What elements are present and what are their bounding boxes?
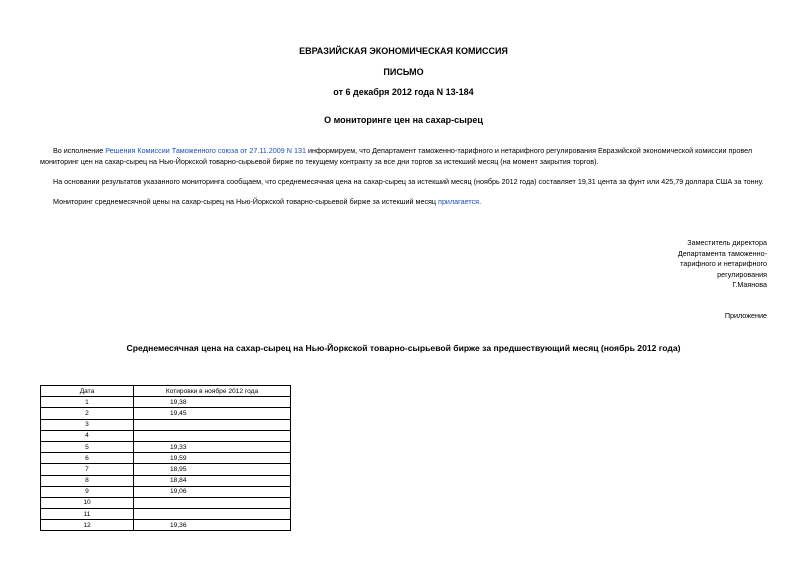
paragraph-3 <box>53 197 768 208</box>
cell-quote <box>134 497 291 508</box>
signature-line-2: Департамента таможенно- <box>677 248 767 258</box>
cell-date: 12 <box>41 520 134 531</box>
cell-quote <box>134 509 291 520</box>
document-type: ПИСЬМО <box>383 67 424 77</box>
signature-name: Г.Маянова <box>732 280 767 289</box>
cell-quote: 19,45 <box>134 408 291 419</box>
paragraph-1-suffix: информируем, что Департамент таможенно-тарифного и нетарифного регулирования Евразийской экономической комиссии провел мониторинг цен на сахар-сырец на Нью-Йоркской товарно-сырьевой бирже по текущему контракту за все дни торгов за истекший месяц (на момент закрытия торгов). <box>40 146 753 166</box>
cell-quote <box>134 419 291 430</box>
quotes-table <box>40 385 291 531</box>
column-header-quote: Котировки в ноябре 2012 года <box>134 386 291 397</box>
paragraph-3-prefix: Мониторинг среднемесячной цены на сахар-сырец на Нью-Йоркской товарно-сырьевой бирже за истекший месяц <box>53 197 439 206</box>
cell-quote: 18,95 <box>134 464 291 475</box>
attachment-link[interactable]: прилагается <box>438 197 480 206</box>
table-row <box>41 397 291 408</box>
paragraph-2: На основании результатов указанного мониторинга сообщаем, что среднемесячная цена на сахар-сырец за истекший месяц (ноябрь 2012 года) составляет 19,31 цента за фунт или 425,79 доллара США за тонну. <box>53 177 764 186</box>
table-row <box>41 419 291 430</box>
paragraph-3-suffix: . <box>479 197 482 206</box>
cell-date: 3 <box>41 419 134 430</box>
table-row <box>41 430 291 441</box>
table-row <box>41 497 291 508</box>
table-row <box>41 509 291 520</box>
organization-title: ЕВРАЗИЙСКАЯ ЭКОНОМИЧЕСКАЯ КОМИССИЯ <box>299 46 508 56</box>
document-date: от 6 декабря 2012 года N 13-184 <box>333 87 474 97</box>
cell-quote: 19,36 <box>134 520 291 531</box>
signature-line-1: Заместитель директора <box>687 238 767 247</box>
appendix-label: Приложение <box>724 311 767 320</box>
appendix-title: Среднемесячная цена на сахар-сырец на Нью-Йоркской товарно-сырьевой бирже за предшествующий месяц (ноябрь 2012 года) <box>126 343 681 353</box>
table-row <box>41 464 291 475</box>
cell-quote: 19,06 <box>134 486 291 497</box>
cell-quote: 18,84 <box>134 475 291 486</box>
table-header-row <box>41 386 291 397</box>
document-subject: О мониторинге цен на сахар-сырец <box>324 115 483 125</box>
table-row <box>41 441 291 452</box>
cell-date: 11 <box>41 509 134 520</box>
paragraph-1-prefix: Во исполнение <box>53 146 106 155</box>
cell-quote: 19,33 <box>134 441 291 452</box>
signature-line-3: тарифного и нетарифного <box>680 259 767 268</box>
cell-date: 2 <box>41 408 134 419</box>
decision-link[interactable]: Решения Комиссии Таможенного союза от 27.11.2009 N 131 <box>105 146 306 155</box>
signature-line-4: регулирования <box>717 269 767 279</box>
cell-date: 9 <box>41 486 134 497</box>
cell-date: 10 <box>41 497 134 508</box>
cell-quote <box>134 430 291 441</box>
table-row <box>41 475 291 486</box>
cell-quote: 19,59 <box>134 453 291 464</box>
cell-quote: 19,38 <box>134 397 291 408</box>
paragraph-1 <box>40 146 768 167</box>
cell-date: 7 <box>41 464 134 475</box>
cell-date: 1 <box>41 397 134 408</box>
table-row <box>41 408 291 419</box>
table-row <box>41 520 291 531</box>
column-header-date: Дата <box>41 386 134 397</box>
cell-date: 8 <box>41 475 134 486</box>
cell-date: 5 <box>41 441 134 452</box>
signature-block <box>678 238 767 291</box>
table-row <box>41 486 291 497</box>
cell-date: 6 <box>41 453 134 464</box>
table-row <box>41 453 291 464</box>
cell-date: 4 <box>41 430 134 441</box>
